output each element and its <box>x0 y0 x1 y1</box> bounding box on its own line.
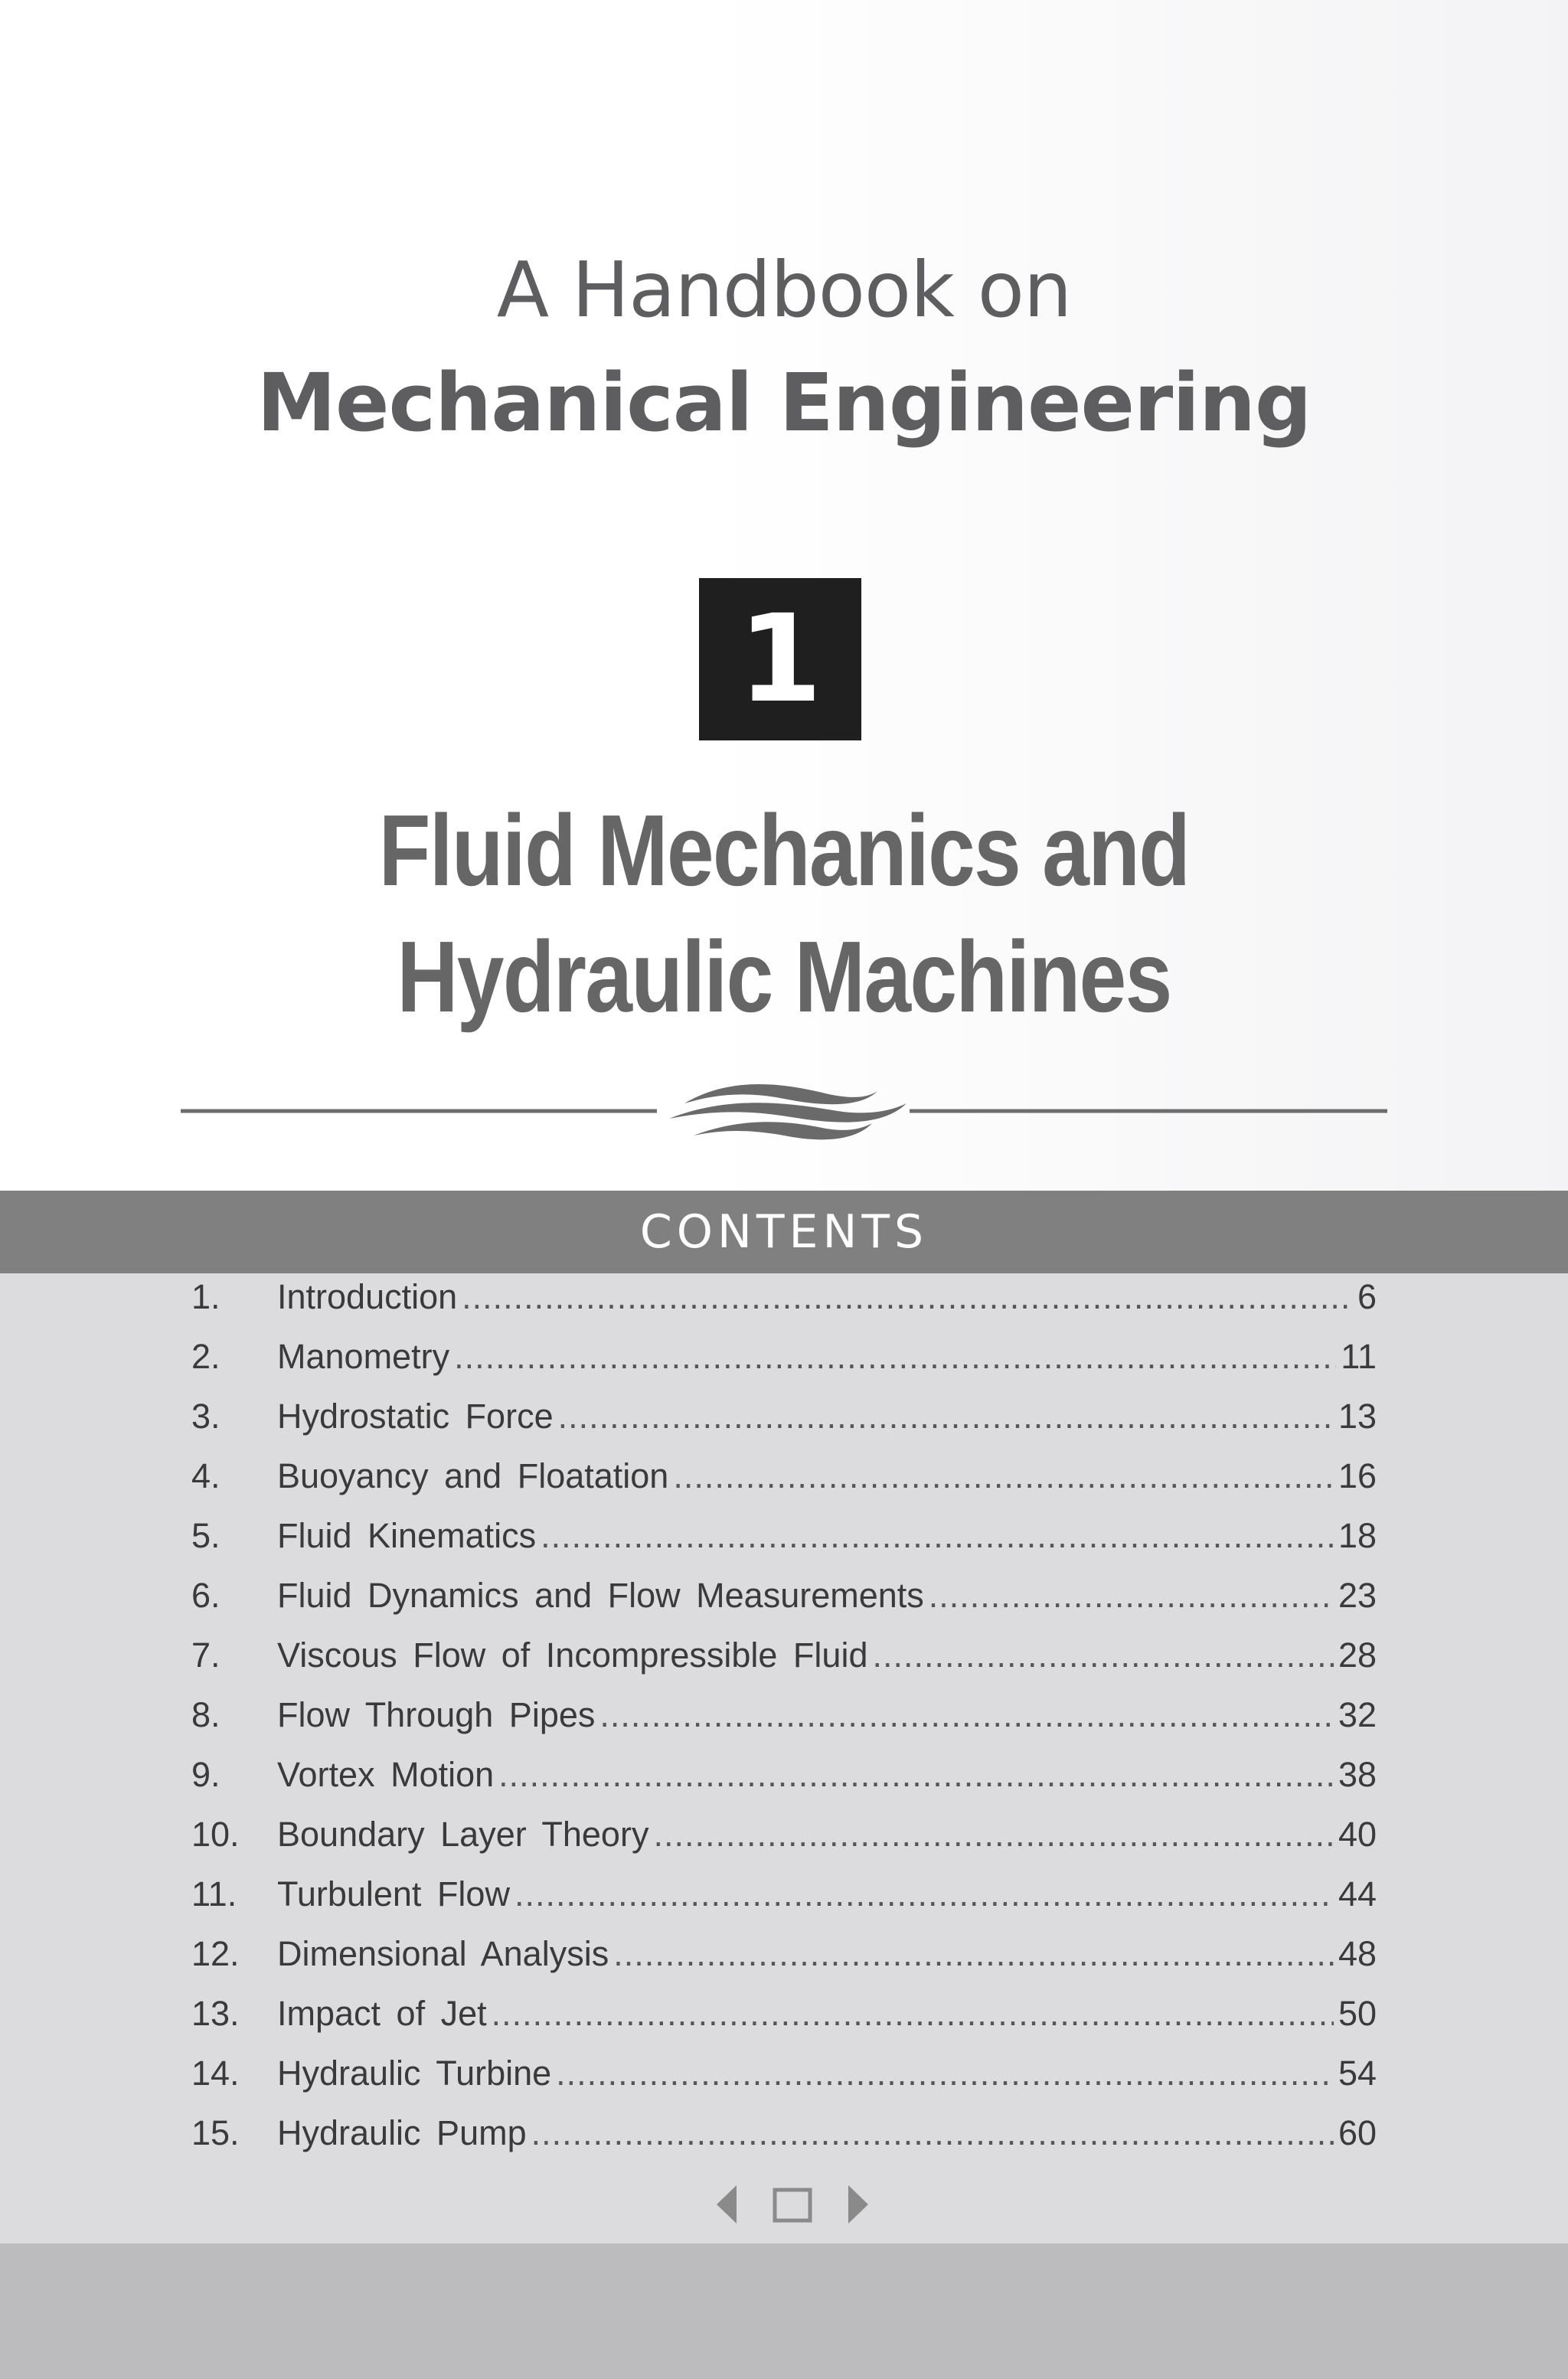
toc-leader-dots <box>599 1695 1334 1735</box>
toc-item-number: 1. <box>191 1277 220 1316</box>
ornament-wave-1 <box>684 1084 877 1104</box>
table-of-contents <box>191 1277 1377 2173</box>
toc-item-title: Flow Through Pipes <box>277 1695 596 1734</box>
toc-item-title: Manometry <box>277 1337 450 1376</box>
toc-item-page: 44 <box>1338 1874 1377 1913</box>
toc-item-title: Buoyancy and Floatation <box>277 1456 669 1495</box>
toc-item-page: 28 <box>1338 1636 1377 1675</box>
toc-item-page: 6 <box>1357 1277 1377 1316</box>
toc-leader-dots <box>514 1874 1334 1914</box>
toc-item-page: 54 <box>1338 2054 1377 2093</box>
toc-item-title: Impact of Jet <box>277 1994 487 2033</box>
toc-item[interactable] <box>191 2054 1377 2113</box>
toc-item[interactable] <box>191 1934 1377 1994</box>
toc-item-page: 11 <box>1341 1337 1377 1376</box>
toc-item-number: 14. <box>191 2054 240 2093</box>
toc-item-title: Hydrostatic Force <box>277 1397 554 1436</box>
toc-item-page: 50 <box>1338 1994 1377 2033</box>
toc-item-title: Vortex Motion <box>277 1755 495 1794</box>
toc-item[interactable] <box>191 1456 1377 1516</box>
chapter-number-box <box>699 578 861 740</box>
toc-leader-dots <box>454 1337 1336 1377</box>
chapter-number: 1 <box>738 589 822 730</box>
ornament-wave-2 <box>669 1103 906 1122</box>
toc-leader-dots <box>492 1994 1334 2034</box>
toc-item-title: Dimensional Analysis <box>277 1934 609 1973</box>
toc-item[interactable] <box>191 1755 1377 1815</box>
toc-item-number: 11. <box>191 1874 237 1913</box>
toc-item[interactable] <box>191 1636 1377 1695</box>
toc-item-page: 16 <box>1338 1456 1377 1495</box>
ornament-wave-3 <box>694 1122 872 1139</box>
toc-item[interactable] <box>191 1874 1377 1934</box>
toc-item-number: 4. <box>191 1456 220 1495</box>
toc-item[interactable] <box>191 1994 1377 2054</box>
toc-item-number: 15. <box>191 2113 240 2152</box>
toc-item-number: 10. <box>191 1815 240 1854</box>
toc-item[interactable] <box>191 1516 1377 1576</box>
toc-leader-dots <box>872 1636 1333 1675</box>
toc-leader-dots <box>653 1815 1333 1855</box>
toc-item-title: Turbulent Flow <box>277 1874 510 1913</box>
toc-item[interactable] <box>191 1815 1377 1874</box>
square-outline-icon[interactable] <box>775 2190 810 2221</box>
toc-item-number: 3. <box>191 1397 220 1436</box>
toc-leader-dots <box>558 1397 1334 1436</box>
chapter-title-line2: Hydraulic Machines <box>397 920 1171 1033</box>
toc-item-title: Boundary Layer Theory <box>277 1815 649 1854</box>
toc-leader-dots <box>531 2113 1334 2153</box>
page-navigation <box>712 2184 873 2227</box>
toc-item[interactable] <box>191 1695 1377 1755</box>
toc-item-number: 7. <box>191 1636 220 1675</box>
toc-leader-dots <box>556 2054 1334 2093</box>
toc-item-page: 60 <box>1338 2113 1377 2152</box>
toc-item-number: 9. <box>191 1755 220 1794</box>
toc-item-number: 8. <box>191 1695 220 1734</box>
toc-item-number: 5. <box>191 1516 220 1555</box>
toc-item-number: 12. <box>191 1934 240 1973</box>
toc-item[interactable] <box>191 1277 1377 1337</box>
toc-leader-dots <box>613 1934 1334 1974</box>
toc-item-page: 38 <box>1338 1755 1377 1794</box>
triangle-right-icon[interactable] <box>848 2185 868 2224</box>
chapter-title-line1: Fluid Mechanics and <box>378 794 1190 907</box>
toc-item-page: 13 <box>1338 1397 1377 1436</box>
toc-item-title: Fluid Dynamics and Flow Measurements <box>277 1576 924 1615</box>
toc-item-number: 6. <box>191 1576 220 1615</box>
toc-item-title: Hydraulic Turbine <box>277 2054 552 2093</box>
wave-ornament-icon <box>179 1068 1389 1160</box>
toc-item[interactable] <box>191 1576 1377 1636</box>
toc-item-title: Introduction <box>277 1277 458 1316</box>
contents-heading: CONTENTS <box>0 1191 1568 1273</box>
toc-item[interactable] <box>191 2113 1377 2173</box>
toc-leader-dots <box>498 1755 1334 1795</box>
toc-item-page: 23 <box>1338 1576 1377 1615</box>
toc-item-title: Viscous Flow of Incompressible Fluid <box>277 1636 868 1675</box>
toc-item-number: 2. <box>191 1337 220 1376</box>
toc-item[interactable] <box>191 1397 1377 1456</box>
toc-item-page: 32 <box>1338 1695 1377 1734</box>
toc-item-page: 48 <box>1338 1934 1377 1973</box>
toc-item-number: 13. <box>191 1994 240 2033</box>
toc-item-title: Hydraulic Pump <box>277 2113 527 2152</box>
toc-leader-dots <box>673 1456 1334 1496</box>
triangle-left-icon[interactable] <box>717 2185 737 2224</box>
toc-leader-dots <box>541 1516 1334 1556</box>
bottom-band <box>0 2243 1568 2379</box>
toc-item-page: 40 <box>1338 1815 1377 1854</box>
toc-leader-dots <box>462 1277 1353 1317</box>
book-title-line2: Mechanical Engineering <box>256 356 1312 449</box>
toc-item-title: Fluid Kinematics <box>277 1516 537 1555</box>
book-title-line1: A Handbook on <box>496 245 1072 335</box>
toc-leader-dots <box>929 1576 1334 1616</box>
toc-item-page: 18 <box>1338 1516 1377 1555</box>
toc-item[interactable] <box>191 1337 1377 1397</box>
